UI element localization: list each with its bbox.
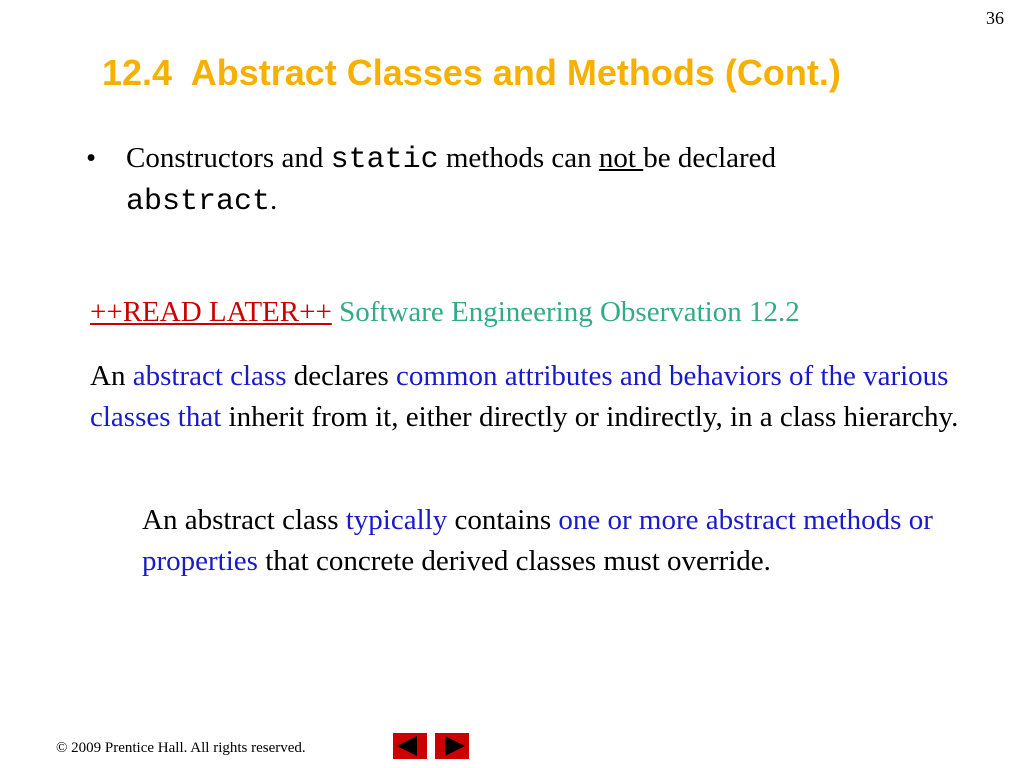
bullet-text-2: methods can	[438, 142, 599, 174]
slide-number: 36	[986, 8, 1004, 28]
bullet-marker: •	[86, 142, 97, 174]
observation-paragraph-2	[142, 500, 962, 582]
p2-s5: that concrete derived classes must override.	[257, 545, 771, 577]
next-slide-button[interactable]	[435, 733, 469, 759]
arrow-right-icon	[435, 733, 469, 759]
observation-heading	[90, 296, 800, 329]
p2-s2: typically	[345, 504, 448, 536]
previous-slide-button[interactable]	[393, 733, 427, 759]
p2-s1: An abstract class	[142, 504, 346, 536]
p1-s5: inherit from it, either directly or indirectly, in a class hierarchy.	[221, 401, 959, 433]
p1-s2: abstract class	[132, 360, 287, 392]
p1-s1: An	[90, 360, 133, 392]
code-static: static	[330, 143, 439, 177]
p1-s3: declares	[286, 360, 396, 392]
observation-paragraph-1	[90, 356, 970, 438]
bullet-text-3: be declared	[643, 142, 777, 174]
arrow-left-icon	[393, 733, 427, 759]
code-abstract: abstract	[126, 185, 271, 219]
slide-title: 12.4 Abstract Classes and Methods (Cont.)	[102, 52, 841, 93]
bullet-text-1: Constructors and	[126, 142, 331, 174]
read-later-link[interactable]: ++READ LATER++	[90, 296, 332, 328]
copyright-footer: © 2009 Prentice Hall. All rights reserved.	[56, 740, 306, 756]
p2-s3: contains	[447, 504, 559, 536]
bullet-text-4: .	[270, 184, 278, 216]
p2-s4: one or more abstract methods or properties	[142, 504, 933, 577]
underlined-not: not	[598, 142, 644, 174]
observation-title: Software Engineering Observation 12.2	[331, 296, 800, 328]
bullet-text	[126, 138, 906, 222]
p1-s4: common attributes and behaviors of the various classes that	[90, 360, 949, 433]
